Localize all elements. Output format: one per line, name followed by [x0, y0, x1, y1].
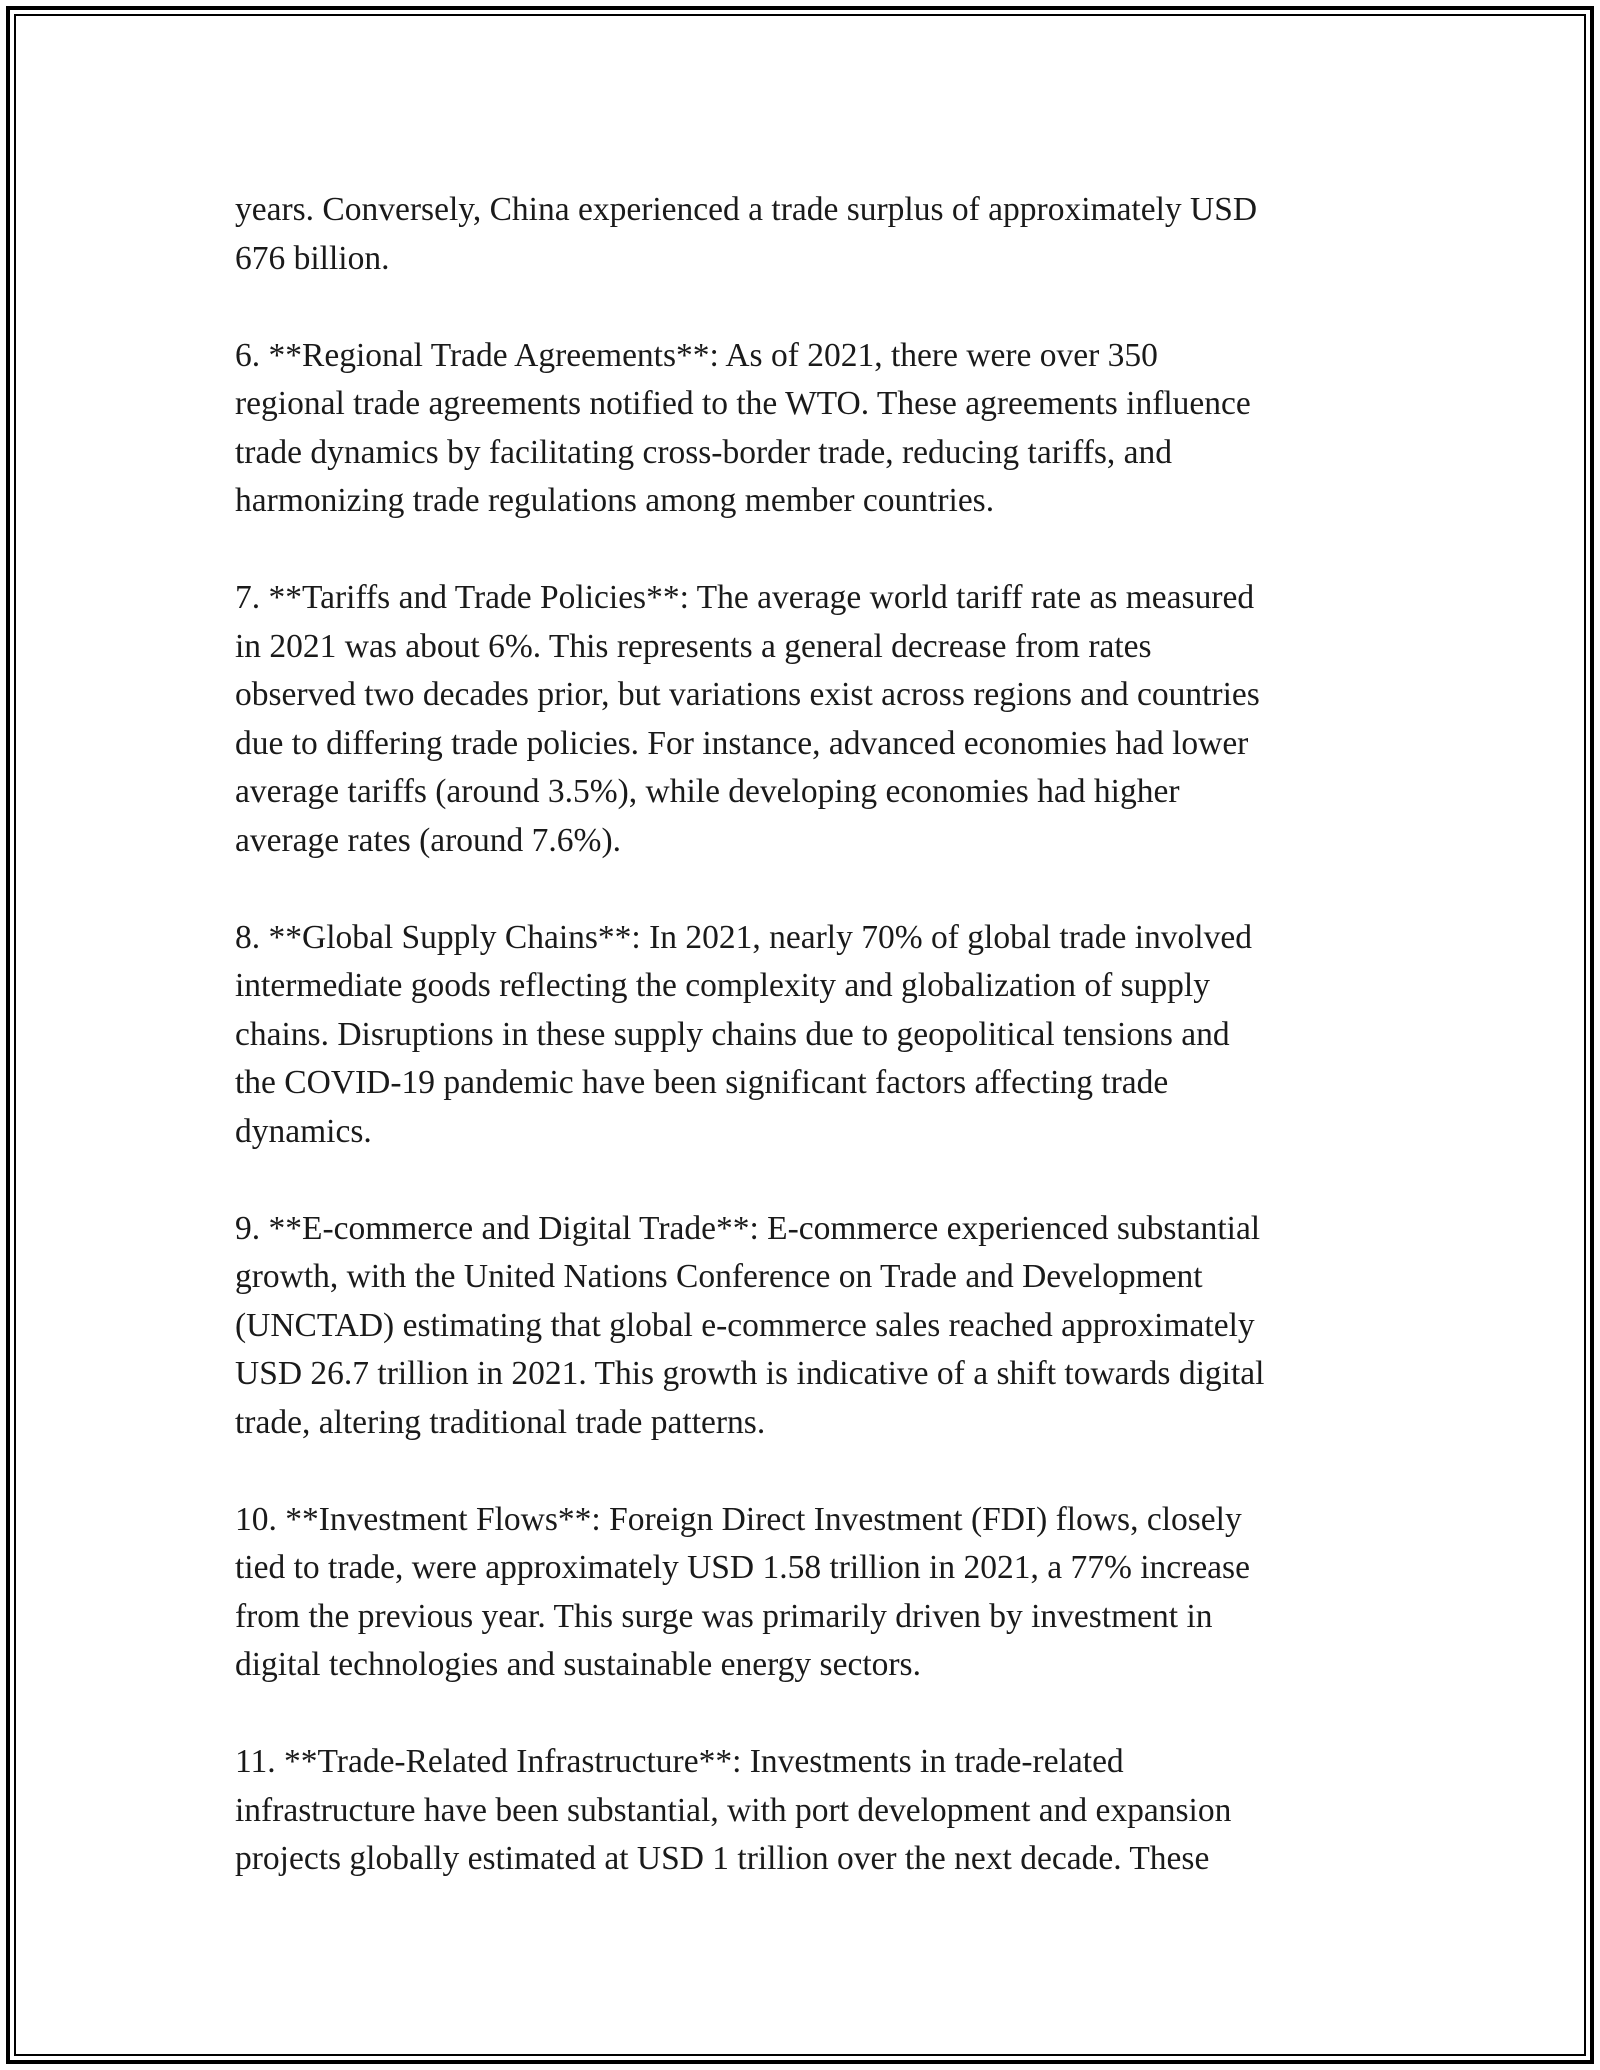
- paragraph-item-11: [235, 1738, 1370, 1884]
- paragraph-item-10: [235, 1496, 1370, 1690]
- text-line: 9. **E-commerce and Digital Trade**: E-commerce experienced substantial: [235, 1209, 1261, 1247]
- text-line: from the previous year. This surge was primarily driven by investment in: [235, 1597, 1213, 1635]
- text-line: observed two decades prior, but variations exist across regions and countries: [235, 676, 1260, 713]
- text-line: intermediate goods reflecting the complexity and globalization of supply: [235, 967, 1210, 1004]
- text-line: 11. **Trade-Related Infrastructure**: Investments in trade-related: [235, 1743, 1124, 1780]
- text-line: harmonizing trade regulations among member countries.: [235, 482, 995, 519]
- document-body: [235, 186, 1370, 1884]
- text-line: chains. Disruptions in these supply chains due to geopolitical tensions and: [235, 1015, 1230, 1053]
- paragraph-item-7: [235, 574, 1370, 865]
- text-line: 6. **Regional Trade Agreements**: As of 2021, there were over 350: [235, 336, 1158, 374]
- text-line: (UNCTAD) estimating that global e-commerce sales reached approximately: [235, 1306, 1255, 1344]
- text-line: trade, altering traditional trade patterns.: [235, 1403, 766, 1441]
- text-line: the COVID-19 pandemic have been significant factors affecting trade: [235, 1064, 1169, 1101]
- text-line: years. Conversely, China experienced a trade surplus of approximately USD: [235, 191, 1258, 228]
- text-line: dynamics.: [235, 1112, 372, 1150]
- paragraph-continuation: [235, 186, 1370, 283]
- paragraph-item-6: [235, 332, 1370, 526]
- text-line: 7. **Tariffs and Trade Policies**: The average world tariff rate as measured: [235, 579, 1255, 616]
- text-line: due to differing trade policies. For instance, advanced economies had lower: [235, 724, 1249, 762]
- text-line: regional trade agreements notified to the WTO. These agreements influence: [235, 385, 1251, 422]
- text-line: tied to trade, were approximately USD 1.58 trillion in 2021, a 77% increase: [235, 1549, 1250, 1586]
- text-line: infrastructure have been substantial, with port development and expansion: [235, 1791, 1232, 1829]
- text-line: 8. **Global Supply Chains**: In 2021, nearly 70% of global trade involved: [235, 918, 1252, 956]
- text-line: average tariffs (around 3.5%), while developing economies had higher: [235, 773, 1180, 810]
- text-line: growth, with the United Nations Conference on Trade and Development: [235, 1258, 1203, 1295]
- text-line: average rates (around 7.6%).: [235, 821, 621, 859]
- text-line: 10. **Investment Flows**: Foreign Direct Investment (FDI) flows, closely: [235, 1500, 1242, 1538]
- text-line: USD 26.7 trillion in 2021. This growth is indicative of a shift towards digital: [235, 1355, 1265, 1392]
- text-line: in 2021 was about 6%. This represents a general decrease from rates: [235, 627, 1152, 665]
- text-line: 676 billion.: [235, 239, 390, 277]
- paragraph-item-9: [235, 1205, 1370, 1448]
- text-line: projects globally estimated at USD 1 trillion over the next decade. These: [235, 1840, 1210, 1877]
- text-line: trade dynamics by facilitating cross-border trade, reducing tariffs, and: [235, 433, 1173, 471]
- text-line: digital technologies and sustainable energy sectors.: [235, 1646, 921, 1683]
- paragraph-item-8: [235, 914, 1370, 1157]
